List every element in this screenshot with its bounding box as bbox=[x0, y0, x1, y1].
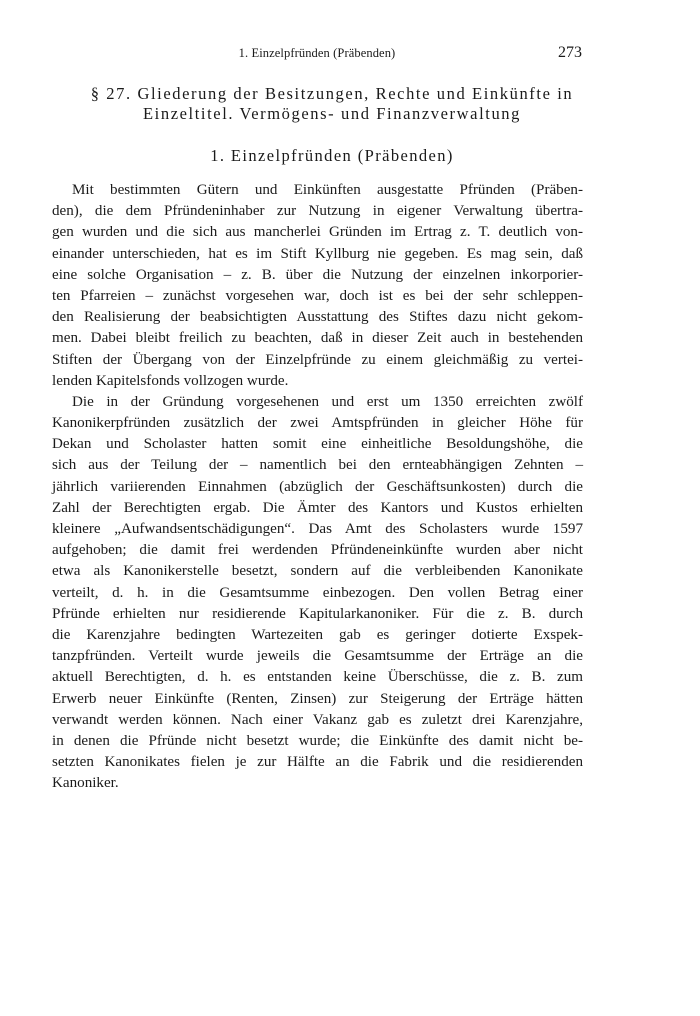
text-line: aktuell Berechtigten, d. h. es entstanden keine Überschüsse, die z. B. zum bbox=[52, 669, 583, 686]
text-line: den), die dem Pfründeninhaber zur Nutzung in eigener Verwaltung übertra- bbox=[52, 203, 583, 220]
text-line: die Karenzjahre bedingten Wartezeiten gab es geringer dotierte Exspek- bbox=[52, 626, 583, 643]
page-number: 273 bbox=[558, 44, 582, 61]
paragraph-1 bbox=[52, 180, 583, 392]
paragraph-2 bbox=[52, 392, 583, 795]
text-line: tanzpfründen. Verteilt wurde jeweils die Gesamtsumme der Erträge an die bbox=[52, 648, 583, 665]
text-line: Die in der Gründung vorgesehenen und erst um 1350 erreichten zwölf bbox=[72, 393, 583, 410]
text-line: Pfründe erhielten nur residierende Kapitularkanoniker. Für die z. B. durch bbox=[52, 605, 583, 622]
text-line: Kanoniker. bbox=[52, 775, 119, 792]
text-line: Mit bestimmten Gütern und Einkünften ausgestatte Pfründen (Präben- bbox=[72, 182, 583, 198]
text-line: jährlich variierenden Einnahmen (abzüglich der Geschäftsunkosten) durch die bbox=[52, 478, 583, 495]
sub-heading: 1. Einzelpfründen (Präbenden) bbox=[210, 146, 454, 165]
running-head bbox=[52, 44, 582, 64]
text-line: einander unterschieden, hat es im Stift Kyllburg nie gegeben. Es mag sein, daß bbox=[52, 245, 583, 262]
text-line: lenden Kapitelsfonds vollzogen wurde. bbox=[52, 372, 289, 389]
text-line: verteilt, d. h. in die Gesamtsumme einbezogen. Den vollen Betrag einer bbox=[52, 584, 583, 601]
text-line: etwa als Kanonikerstelle besetzt, sondern auf die verbleibenden Kanonikate bbox=[52, 563, 583, 580]
text-line: gen wurden und die sich aus mancherlei Gründen im Ertrag z. T. deutlich von- bbox=[52, 224, 583, 241]
text-line: men. Dabei bleibt freilich zu beachten, daß in dieser Zeit auch in bestehenden bbox=[52, 330, 583, 347]
text-line: setzten Kanonikates fielen je zur Hälfte an die Fabrik und die residierenden bbox=[52, 754, 583, 771]
text-line: den Realisierung der beabsichtigten Ausstattung des Stiftes dazu nicht gekom- bbox=[52, 309, 583, 326]
text-line: Stiften der Übergang von der Einzelpfründe zu einem gleichmäßig zu vertei- bbox=[52, 351, 583, 368]
text-line: Zahl der Berechtigten ergab. Die Ämter des Kantors und Kustos erhielten bbox=[52, 499, 583, 516]
text-line: aufgehoben; die damit frei werdenden Pfründeneinkünfte wurden aber nicht bbox=[52, 542, 583, 559]
text-line: kleinere „Aufwandsentschädigungen“. Das Amt des Scholasters wurde 1597 bbox=[52, 521, 583, 537]
text-line: Kanonikerpfründen zusätzlich der zwei Amtspfründen in gleicher Höhe für bbox=[52, 415, 583, 432]
section-heading-line-2: Einzeltitel. Vermögens- und Finanzverwaltung bbox=[142, 104, 522, 123]
text-line: sich aus der Teilung der – namentlich bei den ernteabhängigen Zehnten – bbox=[52, 457, 583, 474]
text-line: verwandt werden können. Nach einer Vakanz gab es zuletzt drei Karenzjahre, bbox=[52, 711, 583, 728]
text-line: Dekan und Scholaster hatten somit eine einheitliche Besoldungshöhe, die bbox=[52, 436, 583, 453]
text-line: in denen die Pfründe nicht besetzt wurde; die Einkünfte des damit nicht be- bbox=[52, 732, 583, 749]
running-head-title: 1. Einzelpfründen (Präbenden) bbox=[238, 46, 396, 60]
section-heading-line-1: § 27. Gliederung der Besitzungen, Rechte und Einkünfte in bbox=[90, 84, 574, 103]
text-line: eine solche Organisation – z. B. über die Nutzung der einzelnen inkorporier- bbox=[52, 266, 583, 283]
text-line: Erwerb neuer Einkünfte (Renten, Zinsen) zur Steigerung der Erträge hätten bbox=[52, 690, 583, 707]
section-heading bbox=[52, 84, 612, 124]
body-text bbox=[52, 180, 583, 794]
text-line: ten Pfarreien – zunächst vorgesehen war, doch ist es bei der sehr schleppen- bbox=[52, 287, 583, 304]
